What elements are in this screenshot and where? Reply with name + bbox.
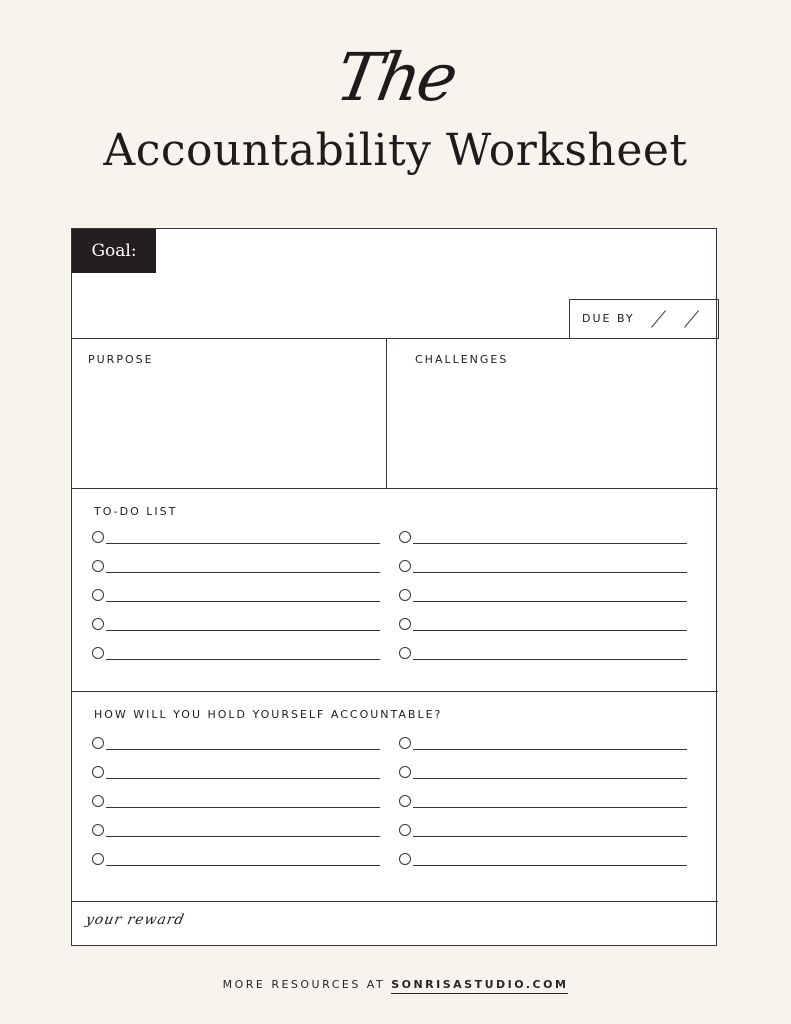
goal-section[interactable] [72, 229, 718, 339]
write-line [413, 749, 687, 750]
page-title: Accountability Worksheet [103, 125, 688, 176]
write-line [413, 572, 687, 573]
circle-checkbox-icon[interactable] [399, 737, 411, 749]
circle-checkbox-icon[interactable] [92, 589, 104, 601]
due-by-box[interactable] [569, 299, 719, 339]
write-line [106, 749, 380, 750]
accountability-item[interactable] [399, 822, 687, 842]
challenges-label: CHALLENGES [415, 353, 509, 366]
due-by-label: DUE BY [582, 312, 635, 325]
write-line [106, 659, 380, 660]
reward-section[interactable] [72, 902, 718, 946]
write-line [413, 836, 687, 837]
accountability-label: HOW WILL YOU HOLD YOURSELF ACCOUNTABLE? [94, 708, 443, 721]
accountability-item[interactable] [92, 793, 380, 813]
purpose-label: PURPOSE [88, 353, 154, 366]
todo-item[interactable] [92, 616, 380, 636]
circle-checkbox-icon[interactable] [399, 766, 411, 778]
write-line [413, 601, 687, 602]
circle-checkbox-icon[interactable] [92, 618, 104, 630]
write-line [106, 865, 380, 866]
circle-checkbox-icon[interactable] [92, 824, 104, 836]
accountability-item[interactable] [92, 735, 380, 755]
date-separator [684, 310, 699, 327]
write-line [413, 778, 687, 779]
write-line [413, 865, 687, 866]
circle-checkbox-icon[interactable] [399, 560, 411, 572]
write-line [106, 807, 380, 808]
todo-item[interactable] [92, 645, 380, 665]
accountability-section [72, 692, 718, 902]
circle-checkbox-icon[interactable] [399, 647, 411, 659]
circle-checkbox-icon[interactable] [92, 795, 104, 807]
write-line [106, 630, 380, 631]
circle-checkbox-icon[interactable] [399, 824, 411, 836]
write-line [106, 601, 380, 602]
accountability-item[interactable] [399, 793, 687, 813]
purpose-box[interactable] [72, 339, 387, 488]
circle-checkbox-icon[interactable] [399, 618, 411, 630]
footer [0, 978, 791, 991]
accountability-item[interactable] [399, 764, 687, 784]
todo-item[interactable] [399, 587, 687, 607]
write-line [106, 778, 380, 779]
footer-site-link[interactable]: SONRISASTUDIO.COM [391, 978, 568, 994]
todo-item[interactable] [399, 558, 687, 578]
worksheet [71, 228, 717, 946]
write-line [106, 543, 380, 544]
write-line [413, 630, 687, 631]
date-separator [651, 310, 666, 327]
circle-checkbox-icon[interactable] [92, 560, 104, 572]
challenges-box[interactable] [387, 339, 718, 488]
circle-checkbox-icon[interactable] [399, 853, 411, 865]
footer-prefix: MORE RESOURCES AT [222, 978, 392, 991]
circle-checkbox-icon[interactable] [399, 795, 411, 807]
todo-item[interactable] [92, 529, 380, 549]
accountability-item[interactable] [92, 851, 380, 871]
accountability-item[interactable] [399, 851, 687, 871]
write-line [106, 836, 380, 837]
todo-section [72, 489, 718, 692]
write-line [106, 572, 380, 573]
accountability-item[interactable] [92, 822, 380, 842]
circle-checkbox-icon[interactable] [399, 589, 411, 601]
todo-item[interactable] [92, 587, 380, 607]
reward-label: your reward [84, 912, 187, 928]
accountability-item[interactable] [92, 764, 380, 784]
circle-checkbox-icon[interactable] [92, 737, 104, 749]
circle-checkbox-icon[interactable] [92, 766, 104, 778]
circle-checkbox-icon[interactable] [399, 531, 411, 543]
title-script: The [330, 39, 461, 116]
todo-item[interactable] [399, 645, 687, 665]
circle-checkbox-icon[interactable] [92, 853, 104, 865]
circle-checkbox-icon[interactable] [92, 531, 104, 543]
todo-item[interactable] [399, 616, 687, 636]
goal-label: Goal: [72, 229, 156, 273]
circle-checkbox-icon[interactable] [92, 647, 104, 659]
accountability-item[interactable] [399, 735, 687, 755]
write-line [413, 543, 687, 544]
purpose-challenges-row [72, 339, 718, 489]
todo-label: TO-DO LIST [94, 505, 178, 518]
todo-item[interactable] [92, 558, 380, 578]
write-line [413, 807, 687, 808]
todo-item[interactable] [399, 529, 687, 549]
write-line [413, 659, 687, 660]
